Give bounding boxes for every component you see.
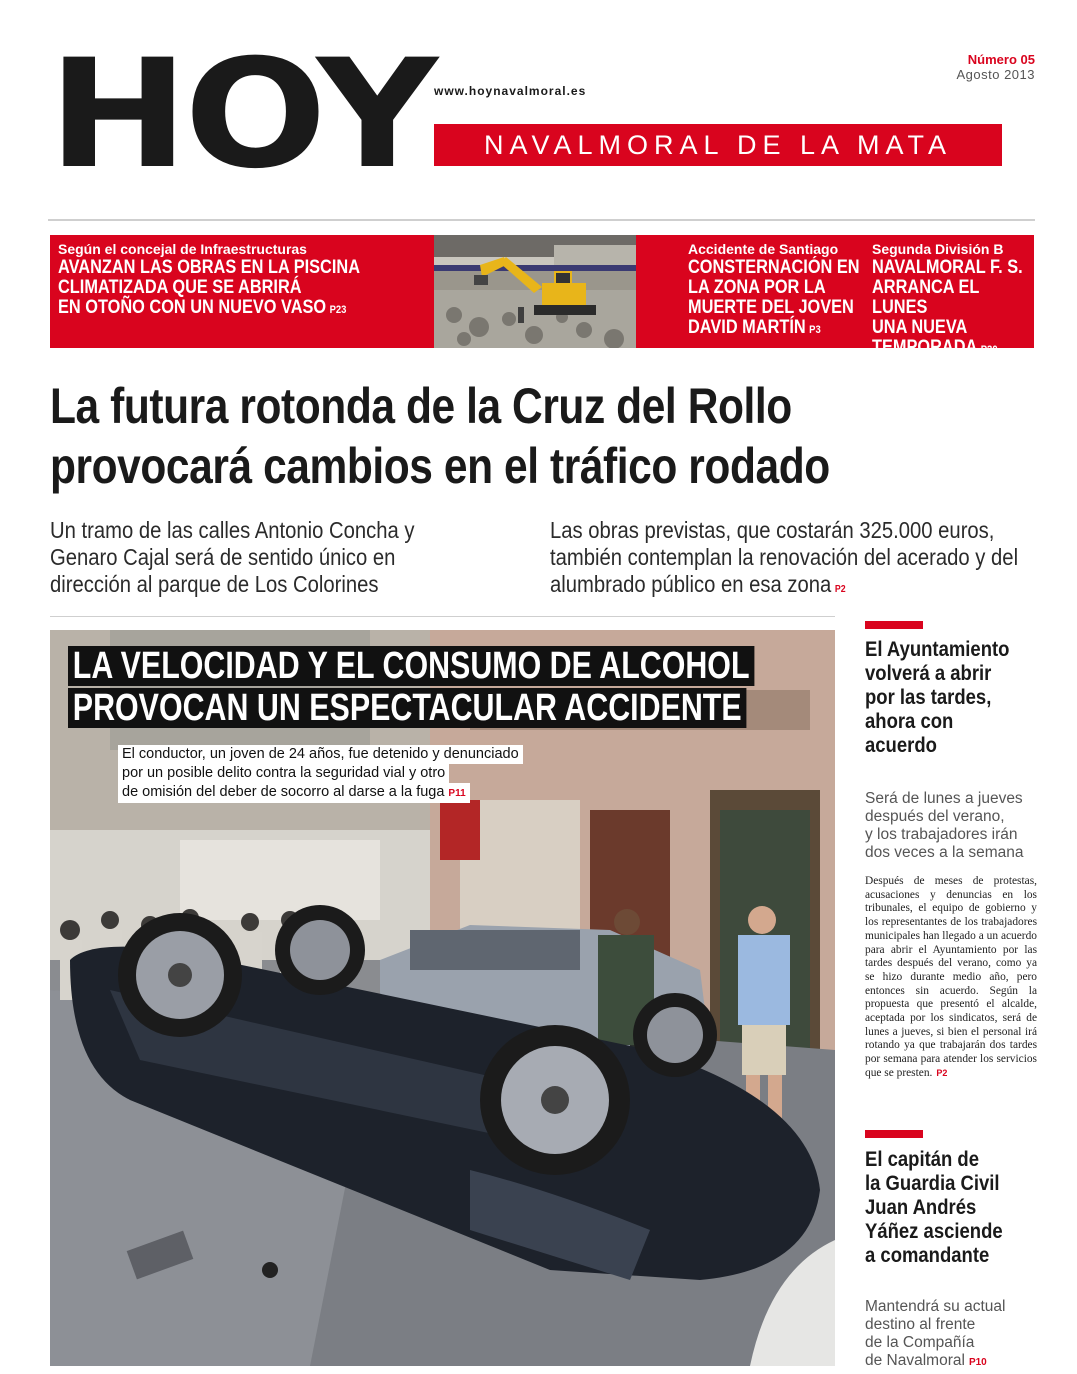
- town-banner: [434, 124, 1002, 166]
- photo-page-ref: P11: [448, 788, 466, 799]
- website-url[interactable]: www.hoynavalmoral.es: [434, 84, 587, 98]
- town-name: NAVALMORAL DE LA MATA: [483, 129, 953, 160]
- sidebar-page-ref: P10: [968, 1357, 987, 1368]
- photo-headline[interactable]: [68, 646, 868, 730]
- teaser-football-season[interactable]: [872, 241, 1032, 360]
- divider: [48, 219, 1035, 221]
- lead-page-ref: P2: [834, 584, 846, 595]
- issue-date: Agosto 2013: [956, 67, 1035, 82]
- teaser-kicker: Accidente de Santiago: [688, 241, 839, 257]
- lead-deck-left: Un tramo de las calles Antonio Concha y Genaro Cajal será de sentido único en dirección al parque de Los Colorines: [50, 517, 415, 597]
- sidebar-story-2-title[interactable]: El capitán de la Guardia Civil Juan Andrés Yáñez asciende a comandante: [865, 1148, 1003, 1267]
- photo-caption: El conductor, un joven de 24 años, fue detenido y denunciado por un posible delito contra la seguridad vial y otro de omisión del deber de socorro al darse a la fuga P11: [118, 745, 578, 803]
- issue-number: Número 05: [967, 52, 1035, 67]
- teaser-page-ref: P23: [329, 304, 347, 316]
- teaser-kicker: Según el concejal de Infraestructuras: [58, 241, 307, 257]
- teaser-title: CONSTERNACIÓN EN LA ZONA POR LA MUERTE DEL JOVEN DAVID MARTÍN P3: [688, 257, 860, 338]
- photo-headline-line: LA VELOCIDAD Y EL CONSUMO DE ALCOHOL: [68, 646, 754, 686]
- overturned-car-photo: [50, 630, 835, 1366]
- section-marker: [865, 621, 923, 629]
- teaser-kicker: Segunda División B: [872, 241, 1004, 257]
- sidebar-page-ref: P2: [936, 1067, 948, 1078]
- section-marker: [865, 1130, 923, 1138]
- teaser-title: AVANZAN LAS OBRAS EN LA PISCINA CLIMATIZADA QUE SE ABRIRÁ EN OTOÑO CON UN NUEVO VASO P23: [58, 257, 361, 318]
- excavator-photo: [434, 235, 636, 348]
- sidebar-story-1-deck: Será de lunes a jueves después del verano, y los trabajadores irán dos veces a la semana: [865, 790, 1024, 861]
- issue-info: [956, 52, 1035, 82]
- divider: [50, 616, 835, 617]
- sidebar-story-1-title[interactable]: El Ayuntamiento volverá a abrir por las tardes, ahora con acuerdo: [865, 638, 1010, 757]
- teaser-title: NAVALMORAL F. S. ARRANCA EL LUNES UNA NUEVA TEMPORADA P20: [872, 257, 1023, 358]
- teaser-strip: [50, 235, 1034, 358]
- teaser-pool-works[interactable]: [58, 241, 458, 320]
- photo-headline-line: PROVOCAN UN ESPECTACULAR ACCIDENTE: [68, 688, 746, 728]
- lead-deck-right: Las obras previstas, que costarán 325.000 euros, también contemplan la renovación del acerado y del alumbrado público en esa zona P2: [550, 517, 1019, 597]
- newspaper-logo: HOY: [48, 28, 434, 202]
- teaser-page-ref: P3: [809, 324, 821, 336]
- lead-headline[interactable]: La futura rotonda de la Cruz del Rollo provocará cambios en el tráfico rodado: [50, 378, 830, 494]
- teaser-page-ref: P20: [980, 344, 998, 356]
- sidebar-story-1-body: Después de meses de protestas, acusaciones y denuncias en los tribunales, el equipo de gobierno y los representantes de los trabajadores municipales han llegado a un acuerdo para abrir el Ayuntamiento por las tardes después del verano, como ya se hizo durante medio año, pero entonces sin acuerdo. Según la propuesta que presentó el alcalde, aceptada por los sindicatos, será de lunes a jueves, si bien el personal irá rotando ya que trabajarán dos tardes por semana para atender los servicios que se presten. P2: [865, 875, 1037, 1079]
- sidebar-story-2-deck: Mantendrá su actual destino al frente de la Compañía de Navalmoral P10: [865, 1298, 1006, 1369]
- teaser-santiago-accident[interactable]: [688, 241, 866, 340]
